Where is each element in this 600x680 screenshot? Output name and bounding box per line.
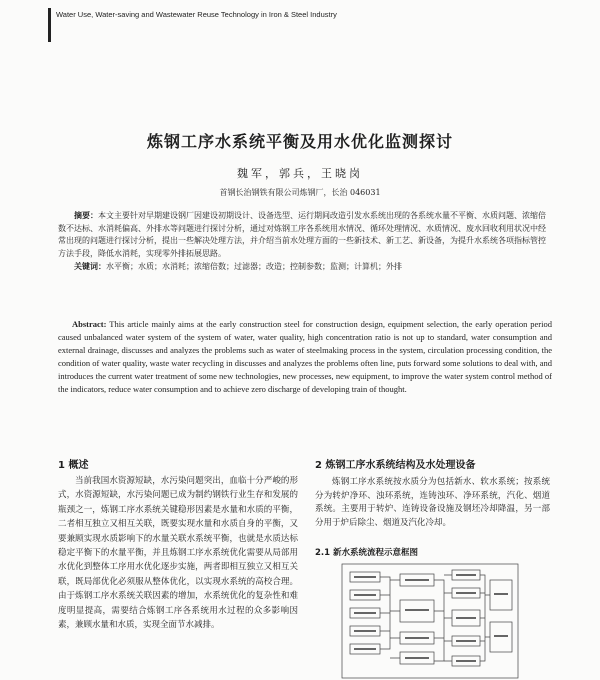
diagram-label-mark (494, 635, 508, 637)
diagram-label-mark (405, 637, 429, 639)
keywords-cn-text: 水平衡；水质；水消耗；浓缩倍数；过滤器；改造；控制参数；监测；计算机；外排 (106, 262, 402, 271)
abstract-en (58, 318, 552, 397)
diagram-connector (434, 580, 444, 661)
diagram-label-mark (354, 594, 376, 596)
diagram-connector (480, 575, 485, 661)
abstract-cn-label: 摘要： (74, 211, 98, 220)
diagram-label-mark (456, 574, 476, 576)
section2-body: 炼钢工序水系统按水质分为包括新水、软水系统；按系统分为转炉净环、浊环系统，连铸浊环、净环系统，汽化、烟道系统。主要用于转炉、连铸设备设施及钢坯冷却降温，另一部分用于炉后除尘、烟道及汽化冷却。 (315, 477, 550, 528)
affiliation: 首钢长治钢铁有限公司炼钢厂，长治 046031 (219, 188, 381, 197)
diagram-label-mark (456, 660, 476, 662)
diagram-label-mark (405, 579, 429, 581)
section1-body: 当前我国水资源短缺，水污染问题突出，血临十分严峻的形式，水资源短缺，水污染问题已成为制约钢铁行业生存和发展的瓶颈之一，炼钢工序水系统关键稳形因素是水量和水质的平衡，二者相互独立又相互关联，既要实现水量和水质自身的平衡，又要兼顾实现水质影响下的水量关联水系统平衡，也就是水质达标稳定平衡下的水量平衡，并且炼钢工序水系统优化需要从局部用水优化到整体工序用水优化逐步实施，两者即相互独立又相互关联，既局部优化必须服从整体优化，以实现水系统的高校合理。由于炼钢工序水系统关联因素的增加，水系统优化的复杂性和难度明显提高，需要结合炼钢工序各系统用水过程的众多影响因素，兼顾水量和水质，实现全面节水减排。 (58, 476, 298, 631)
diagram-connector (485, 595, 490, 637)
diagram-label-mark (456, 617, 476, 619)
diagram-connector (390, 580, 400, 658)
diagram-label-mark (354, 648, 376, 650)
diagram-connector (444, 575, 452, 661)
diagram-label-mark (405, 657, 429, 659)
section2-heading: 2 炼钢工序水系统结构及水处理设备 (315, 460, 476, 471)
diagram-connector (380, 577, 390, 649)
header-rule (48, 8, 51, 42)
running-title: Water Use, Water-saving and Wastewater Reuse Technology in Iron & Steel Industry (56, 10, 337, 19)
subsection21-heading: 2.1 新水系统流程示意框图 (315, 548, 419, 558)
diagram-label-mark (456, 592, 476, 594)
diagram-frame (342, 564, 518, 678)
abstract-cn-text: 本文主要针对早期建设钢厂因建设初期设计、设备选型、运行期间改造引发水系统出现的各系统水量不平衡、水质问题、浓缩倍数不达标、水消耗偏高、外排水等问题进行探讨分析，通过对炼钢工序各系统用水情况、循环处理情况、水质情况、废水回收利用状况中经常出现的问题进行探讨分析，提出一些解决处理方法，并介绍当前水处理方面的一些新技术、新工艺、新设备，为提升水系统各项指标管控方法手段，降低水消耗，实现零外排拓展思路。 (58, 211, 546, 258)
diagram-label-mark (405, 609, 429, 611)
section1-heading: 1 概述 (58, 460, 89, 471)
abstract-cn (58, 210, 552, 260)
authors: 魏军，郭兵，王晓岗 (237, 167, 363, 180)
abstract-en-label: Abstract: (72, 319, 107, 329)
abstract-en-text: This article mainly aims at the early construction steel for construction design, equipment selection, the early operation period caused unbalanced water system of the system of water, water quality, high concentration ratio is not up to standard, water consumption and external drainage, discusses and analyzes the problems such as water of steelmaking process in the system, circulation processing condition, the condition of water quality, waste water recycling in discusses and analyzes the problems often line, puts forward some solutions to deal with, and introduces the current water treatment of some new technologies, new processes, new equipment, to improve the water system control method of the indicators, reduce water consumption and to achieve zero discharge of developing train of thought. (58, 319, 552, 395)
diagram-label-mark (354, 630, 376, 632)
diagram-label-mark (494, 593, 508, 595)
fresh-water-flow-diagram (340, 560, 520, 680)
diagram-label-mark (456, 640, 476, 642)
diagram-label-mark (354, 612, 376, 614)
keywords-cn-label: 关键词： (74, 262, 106, 271)
keywords-cn (58, 261, 552, 274)
paper-title: 炼钢工序水系统平衡及用水优化监测探讨 (146, 132, 453, 151)
diagram-label-mark (354, 576, 376, 578)
